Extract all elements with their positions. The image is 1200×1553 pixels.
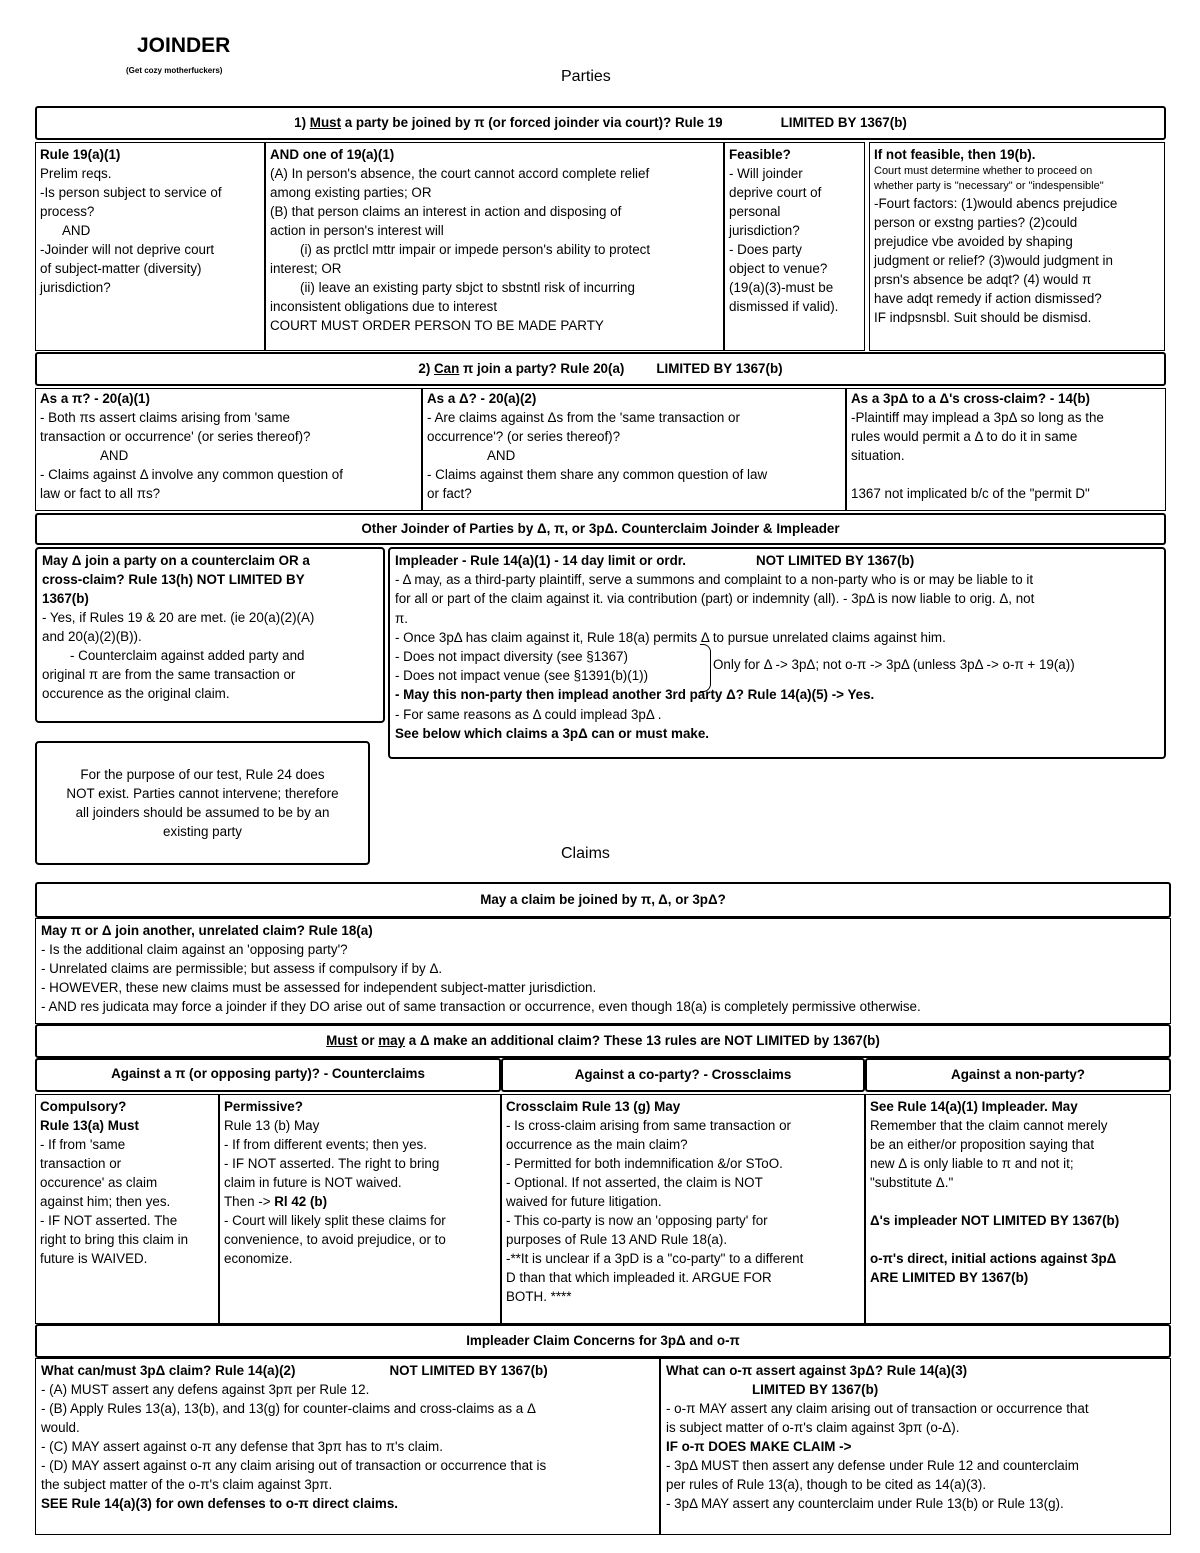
compulsory-title: Compulsory? (40, 1099, 127, 1114)
rule19-col1-line: of subject-matter (diversity) (40, 261, 202, 276)
rule19-col4-line: have adqt remedy if action dismissed? (874, 291, 1102, 306)
compulsory-subtitle: Rule 13(a) Must (40, 1118, 139, 1133)
impleader-3pd-box (35, 1358, 660, 1535)
compulsory-line: - If from 'same (40, 1137, 126, 1152)
rule19-col2 (265, 142, 724, 351)
rule19-col1-line: process? (40, 204, 95, 219)
impleader-line: - Once 3pΔ has claim against it, Rule 18(a) permits Δ to pursue unrelated claims against him. (395, 629, 946, 645)
rule24-note-box (35, 741, 370, 865)
rule19-col2-title: AND one of 19(a)(1) (270, 147, 395, 162)
rule20-col3-title: As a 3pΔ to a Δ's cross-claim? - 14(b) (851, 391, 1090, 406)
rule19-col2-line: among existing parties; OR (270, 185, 432, 200)
nonparty-bold: Δ's impleader NOT LIMITED BY 1367(b) (870, 1213, 1120, 1228)
3pd-line: would. (41, 1420, 80, 1435)
compulsory-line: - IF NOT asserted. The (40, 1213, 178, 1228)
rule19-col1 (35, 142, 265, 351)
bracket-note: Only for Δ -> 3pΔ; not o-π -> 3pΔ (unless 3pΔ -> o-π + 19(a)) (713, 657, 1075, 672)
rule20-col2-line: or fact? (427, 486, 472, 501)
rule20-col1-title: As a π? - 20(a)(1) (40, 391, 150, 406)
rule19-col4-line: prejudice vbe avoided by shaping (874, 234, 1073, 249)
rule19-col1-line: -Is person subject to service of (40, 185, 222, 200)
op-limited: LIMITED BY 1367(b) (752, 1382, 879, 1397)
impleader-title: Impleader - Rule 14(a)(1) - 14 day limit or ordr. (395, 553, 686, 568)
rule20-col1-line: law or fact to all πs? (40, 486, 161, 501)
crossclaim-line: purposes of Rule 13 AND Rule 18(a). (506, 1232, 728, 1247)
rule19-col4-small: whether party is "necessary" or "indespensible" (874, 180, 1104, 192)
page-title: JOINDER (137, 34, 231, 57)
counterclaim-line: and 20(a)(2)(B)). (42, 629, 142, 644)
rule19-col3-title: Feasible? (729, 147, 791, 162)
rule20-col1-line: - Both πs assert claims arising from 'same (40, 410, 290, 425)
impleader-op-box (660, 1358, 1171, 1535)
op-line: - o-π MAY assert any claim arising out of transaction or occurrence that (666, 1401, 1089, 1416)
rule19-col4 (869, 142, 1165, 351)
impleader-bold-line: - May this non-party then implead another 3rd party Δ? Rule 14(a)(5) -> Yes. (395, 687, 875, 703)
rule18-line: - AND res judicata may force a joinder if they DO arise out of same transaction or occurrence, even though 18(a) is completely permissive otherwise. (41, 999, 921, 1014)
rule19-col3-line: dismissed if valid). (729, 299, 839, 314)
rule20-prefix: 2) (418, 361, 435, 376)
impleader-bold-line: See below which claims a 3pΔ can or must make. (395, 725, 710, 741)
rule20-col3-line: 1367 not implicated b/c of the "permit D" (851, 486, 1090, 501)
3pd-title: What can/must 3pΔ claim? Rule 14(a)(2) (41, 1363, 296, 1378)
rule19-col3-line: deprive court of (729, 185, 822, 200)
note-line: existing party (163, 824, 242, 839)
rule19-col2-line: (B) that person claims an interest in action and disposing of (270, 204, 622, 219)
nonparty-line: "substitute Δ." (870, 1175, 954, 1190)
permissive-line: claim in future is NOT waived. (224, 1175, 402, 1190)
rule18-title: May π or Δ join another, unrelated claim? Rule 18(a) (41, 923, 373, 938)
op-line: - 3pΔ MUST then assert any defense under Rule 12 and counterclaim (666, 1458, 1079, 1473)
rule20-col3-line (851, 465, 1161, 484)
rule20-col2-title: As a Δ? - 20(a)(2) (427, 391, 537, 406)
crossclaim-line: - Optional. If not asserted, the claim is NOT (506, 1175, 763, 1190)
impleader-line: - For same reasons as Δ could implead 3pΔ . (395, 706, 662, 722)
rule19-col4-title: If not feasible, then 19(b). (874, 147, 1036, 162)
must-may-header (35, 1024, 1171, 1058)
rule19-col1-line: Prelim reqs. (40, 166, 112, 181)
rule19-col3-line: - Will joinder (729, 166, 803, 181)
3pd-line: - (A) MUST assert any defens against 3pπ per Rule 12. (41, 1382, 370, 1397)
nonparty-line: Remember that the claim cannot merely (870, 1118, 1108, 1133)
rule18-line: - Unrelated claims are permissible; but assess if compulsory if by Δ. (41, 961, 443, 976)
page-subtitle: (Get cozy motherfuckers) (126, 66, 223, 75)
rule20-col3-line: rules would permit a Δ to do it in same (851, 429, 1078, 444)
impleader-line: π. (395, 610, 408, 626)
rule20-rest: π join a party? Rule 20(a) (459, 361, 625, 376)
rule18-line: - HOWEVER, these new claims must be assessed for independent subject-matter jurisdiction. (41, 980, 597, 995)
rule19-col2-line: (ii) leave an existing party sbjct to sbstntl risk of incurring (300, 280, 635, 295)
rule19-must: Must (309, 115, 342, 130)
rule19-col3-line: - Does party (729, 242, 802, 257)
rule18-line: - Is the additional claim against an 'opposing party'? (41, 942, 348, 957)
may-label: may (378, 1033, 406, 1048)
3pd-line: - (C) MAY assert against o-π any defense that 3pπ has to π's claim. (41, 1439, 443, 1454)
permissive-line: - Court will likely split these claims for (224, 1213, 446, 1228)
rule19-col2-line: interest; OR (270, 261, 342, 276)
permissive-line: Then -> (224, 1194, 275, 1209)
3pd-line: - (B) Apply Rules 13(a), 13(b), and 13(g) for counter-claims and cross-claims as a Δ (41, 1401, 536, 1416)
3pd-see: SEE Rule 14(a)(3) for own defenses to o-π direct claims. (41, 1496, 399, 1511)
rule19-col4-line: prsn's absence be adqt? (4) would π (874, 272, 1092, 287)
rule19-col4-line: IF indpsnsbl. Suit should be dismisd. (874, 310, 1092, 325)
rule19-col3-line: personal (729, 204, 781, 219)
rule20-col2-line: occurrence'? (or series thereof)? (427, 429, 621, 444)
crossclaim-line: -**It is unclear if a 3pD is a "co-party" to a different (506, 1251, 804, 1266)
rule20-col1-line: AND (100, 448, 129, 463)
must-label: Must (326, 1033, 358, 1048)
nonparty-line: new Δ is only liable to π and not it; (870, 1156, 1074, 1171)
other-joinder-header: Other Joinder of Parties by Δ, π, or 3pΔ. Counterclaim Joinder & Impleader (35, 513, 1166, 545)
rule19-col4-line: -Fourt factors: (1)would abencs prejudice (874, 196, 1118, 211)
counterclaim-title-line: May Δ join a party on a counterclaim OR a (42, 553, 310, 568)
rule20-col2-line: AND (487, 448, 516, 463)
nonparty-line: be an either/or proposition saying that (870, 1137, 1095, 1152)
rule20-limited: LIMITED BY 1367(b) (656, 361, 783, 376)
rule20-col2-line: - Are claims against Δs from the 'same transaction or (427, 410, 740, 425)
rule19-col4-line: person or exstng parties? (2)could (874, 215, 1078, 230)
rule19-header (35, 106, 1166, 140)
rule19-col4-small: Court must determine whether to proceed on (874, 165, 1093, 177)
rule20-col3 (846, 388, 1166, 511)
crossclaim-line: - Is cross-claim arising from same transaction or (506, 1118, 791, 1133)
compulsory-line: against him; then yes. (40, 1194, 171, 1209)
rule19-col1-line: AND (62, 223, 91, 238)
counterclaim-title-line: 1367(b) (42, 591, 89, 606)
or-label: or (357, 1033, 379, 1048)
compulsory-line: future is WAIVED. (40, 1251, 148, 1266)
permissive-line: - IF NOT asserted. The right to bring (224, 1156, 440, 1171)
op-title: What can o-π assert against 3pΔ? Rule 14(a)(3) (666, 1363, 968, 1378)
counterclaim-line: original π are from the same transaction or (42, 667, 296, 682)
impleader-rule14-box (388, 547, 1166, 759)
op-line: - 3pΔ MAY assert any counterclaim under Rule 13(b) or Rule 13(g). (666, 1496, 1064, 1511)
rule19-col1-line: jurisdiction? (40, 280, 111, 295)
rule20-col3-line: situation. (851, 448, 905, 463)
permissive-title: Permissive? (224, 1099, 303, 1114)
col-header-counterclaims: Against a π (or opposing party)? - Counterclaims (35, 1058, 501, 1092)
nonparty-title: See Rule 14(a)(1) Impleader. May (870, 1099, 1078, 1114)
rule42b-link: Rl 42 (b) (274, 1194, 328, 1209)
permissive-box (219, 1094, 501, 1324)
rule19-col3-line: object to venue? (729, 261, 828, 276)
rule20-can: Can (434, 361, 460, 376)
counterclaim-line: occurence as the original claim. (42, 686, 230, 701)
op-line: is subject matter of o-π's claim against 3pπ (o-Δ). (666, 1420, 960, 1435)
rule19-col2-line: COURT MUST ORDER PERSON TO BE MADE PARTY (270, 318, 604, 333)
diversity-venue-bracket (700, 644, 711, 692)
crossclaim-box (501, 1094, 865, 1324)
op-line: per rules of Rule 13(a), though to be cited as 14(a)(3). (666, 1477, 987, 1492)
rule19-limited: LIMITED BY 1367(b) (780, 115, 907, 130)
3pd-line: the subject matter of the o-π's claim against 3pπ. (41, 1477, 333, 1492)
col-header-crossclaims: Against a co-party? - Crossclaims (501, 1058, 865, 1092)
rule19-prefix: 1) (294, 115, 310, 130)
rule19-col1-title: Rule 19(a)(1) (40, 147, 121, 162)
compulsory-line: occurence' as claim (40, 1175, 158, 1190)
crossclaim-line: waived for future litigation. (506, 1194, 662, 1209)
note-line: all joinders should be assumed to be by an (75, 805, 330, 820)
counterclaim-line: - Counterclaim against added party and (70, 648, 305, 663)
counterclaim-title-line: cross-claim? Rule 13(h) NOT LIMITED BY (42, 572, 305, 587)
rule19-col2-line: action in person's interest will (270, 223, 444, 238)
nonparty-bold: ARE LIMITED BY 1367(b) (870, 1270, 1029, 1285)
note-line: NOT exist. Parties cannot intervene; therefore (66, 786, 339, 801)
permissive-subtitle: Rule 13 (b) May (224, 1118, 320, 1133)
nonparty-box (865, 1094, 1171, 1324)
rule19-col2-line: (A) In person's absence, the court cannot accord complete relief (270, 166, 650, 181)
3pd-line: - (D) MAY assert against o-π any claim arising out of transaction or occurrence that is (41, 1458, 547, 1473)
rule20-col1 (35, 388, 422, 511)
must-may-rest: a Δ make an additional claim? These 13 rules are NOT LIMITED by 1367(b) (405, 1033, 880, 1048)
rule20-col3-line: -Plaintiff may implead a 3pΔ so long as the (851, 410, 1104, 425)
impleader-line: - Does not impact diversity (see §1367) (395, 649, 628, 665)
rule18-box (35, 918, 1171, 1024)
rule20-col2 (422, 388, 846, 511)
rule19-col1-line: -Joinder will not deprive court (40, 242, 215, 257)
crossclaim-line: - Permitted for both indemnification &/or SToO. (506, 1156, 783, 1171)
counterclaim-joinder-box (35, 547, 385, 723)
compulsory-box (35, 1094, 219, 1324)
nonparty-bold: o-π's direct, initial actions against 3pΔ (870, 1251, 1117, 1266)
rule19-col3-line: jurisdiction? (729, 223, 800, 238)
crossclaim-line: BOTH. **** (506, 1289, 572, 1304)
crossclaim-line: D than that which impleaded it. ARGUE FOR (506, 1270, 772, 1285)
impleader-line: - Δ may, as a third-party plaintiff, serve a summons and complaint to a non-party who is or may be liable to it (395, 572, 1034, 588)
counterclaim-line: - Yes, if Rules 19 & 20 are met. (ie 20(a)(2)(A) (42, 610, 315, 625)
impleader-limited: NOT LIMITED BY 1367(b) (755, 553, 915, 568)
rule19-col3-line: (19(a)(3)-must be (729, 280, 834, 295)
rule20-col2-line: - Claims against them share any common question of law (427, 467, 768, 482)
col-header-nonparty: Against a non-party? (865, 1058, 1171, 1092)
rule20-col1-line: - Claims against Δ involve any common question of (40, 467, 343, 482)
section-title-claims: Claims (561, 845, 610, 862)
note-line: For the purpose of our test, Rule 24 does (80, 767, 325, 782)
op-if-line: IF o-π DOES MAKE CLAIM -> (666, 1439, 852, 1454)
rule19-col3 (724, 142, 865, 351)
crossclaim-line: - This co-party is now an 'opposing party' for (506, 1213, 768, 1228)
permissive-line: - If from different events; then yes. (224, 1137, 427, 1152)
impleader-line: for all or part of the claim against it. via contribution (part) or indemnity (all). - 3pΔ is now liable to orig. Δ, not (395, 591, 1035, 607)
compulsory-line: transaction or (40, 1156, 122, 1171)
permissive-line: economize. (224, 1251, 293, 1266)
rule20-col1-line: transaction or occurrence' (or series thereof)? (40, 429, 311, 444)
impleader-concerns-header: Impleader Claim Concerns for 3pΔ and o-π (35, 1324, 1171, 1358)
rule20-header (35, 352, 1166, 386)
rule19-col4-line: judgment or relief? (3)would judgment in (874, 253, 1113, 268)
section-title-parties: Parties (561, 68, 611, 85)
crossclaim-title: Crossclaim Rule 13 (g) May (506, 1099, 681, 1114)
claims-header: May a claim be joined by π, Δ, or 3pΔ? (35, 882, 1171, 918)
crossclaim-line: occurrence as the main claim? (506, 1137, 688, 1152)
rule19-rest: a party be joined by π (or forced joinder via court)? Rule 19 (341, 115, 723, 130)
3pd-limited: NOT LIMITED BY 1367(b) (389, 1363, 548, 1378)
rule19-col2-line: inconsistent obligations due to interest (270, 299, 498, 314)
rule19-col2-line: (i) as prctlcl mttr impair or impede person's ability to protect (300, 242, 651, 257)
impleader-line: - Does not impact venue (see §1391(b)(1)) (395, 668, 649, 684)
permissive-line: convenience, to avoid prejudice, or to (224, 1232, 446, 1247)
compulsory-line: right to bring this claim in (40, 1232, 189, 1247)
